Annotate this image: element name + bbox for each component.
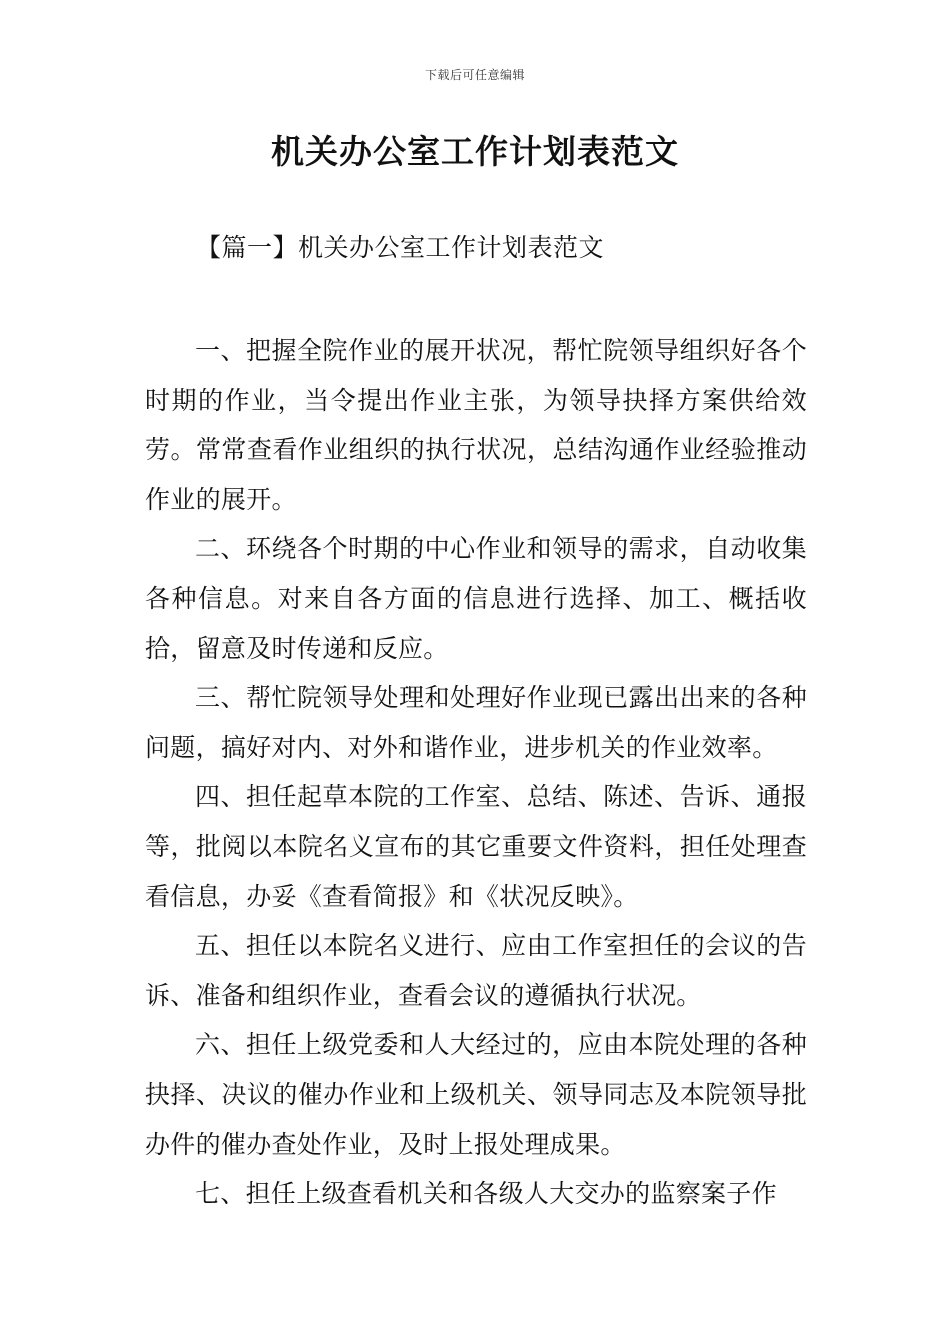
paragraph-5: 五、担任以本院名义进行、应由工作室担任的会议的告诉、准备和组织作业，查看会议的遵循执行状况。 [145, 931, 807, 1010]
paragraph-3: 三、帮忙院领导处理和处理好作业现已露出出来的各种问题，搞好对内、对外和谐作业，进步机关的作业效率。 [145, 683, 807, 762]
paragraph-7: 七、担任上级查看机关和各级人大交办的监察案子作 [195, 1179, 777, 1209]
header-note: 下载后可任意编辑 [424, 68, 525, 82]
paragraph-4: 四、担任起草本院的工作室、总结、陈述、告诉、通报等，批阅以本院名义宣布的其它重要文件资料，担任处理查看信息，办妥《查看简报》和《状况反映》。 [145, 782, 807, 911]
document-body [145, 326, 807, 1219]
paragraph-1: 一、把握全院作业的展开状况，帮忙院领导组织好各个时期的作业，当令提出作业主张，为领导抉择方案供给效劳。常常查看作业组织的执行状况，总结沟通作业经验推动作业的展开。 [145, 336, 807, 514]
paragraph-2: 二、环绕各个时期的中心作业和领导的需求，自动收集各种信息。对来自各方面的信息进行选择、加工、概括收拾，留意及时传递和反应。 [145, 534, 807, 663]
document-title: 机关办公室工作计划表范文 [271, 132, 679, 171]
paragraph-6: 六、担任上级党委和人大经过的，应由本院处理的各种抉择、决议的催办作业和上级机关、领导同志及本院领导批办件的催办查处作业，及时上报处理成果。 [145, 1030, 807, 1159]
section-heading: 【篇一】机关办公室工作计划表范文 [196, 233, 605, 262]
